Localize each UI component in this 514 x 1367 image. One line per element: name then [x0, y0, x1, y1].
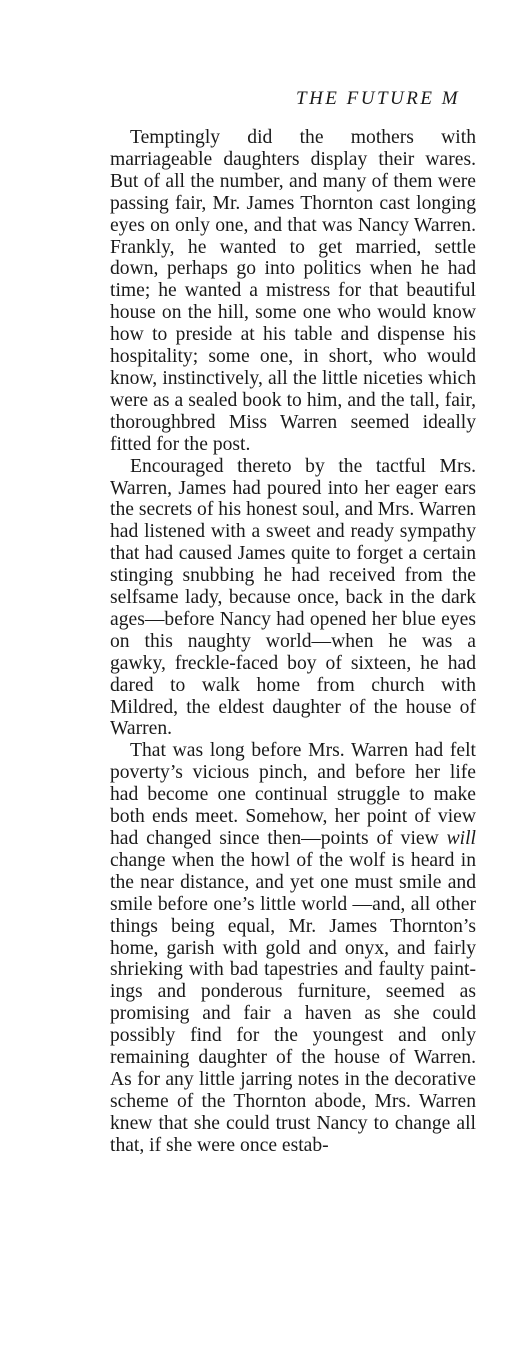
- paragraph-1: [110, 127, 476, 456]
- paragraph-3-italic-will: will: [446, 828, 476, 849]
- paragraph-3-text-end: change when the howl of the wolf is heard in the near distance, and yet one must smile and smile before one’s little world —and, all other things being equal, Mr. James Thornton’s home, garish with gold and onyx, and fairly shrieking with bad tapestries and faulty paintings and ponderous furniture, seemed as promising and fair a haven as she could possibly find for the youngest and only remaining daughter of the house of Warren. As for any little jarring notes in the decorative scheme of the Thornton abode, Mrs. Warren knew that she could trust Nancy to change all that, if she were once estab-: [110, 849, 476, 1156]
- paragraph-3-text-start: That was long before Mrs. Warren had felt poverty’s vicious pinch, and before her life had become one continual struggle to make both ends meet. Somehow, her point of view had changed since then—points of view: [110, 740, 476, 849]
- running-head: THE FUTURE M: [296, 88, 461, 109]
- paragraph-2-text: Encouraged thereto by the tactful Mrs. Warren, James had poured into her eager ears the secrets of his honest soul, and Mrs. Warren had listened with a sweet and ready sympathy that had caused James quite to forget a certain stinging snubbing he had received from the selfsame lady, because once, back in the dark ages—before Nancy had opened her blue eyes on this naughty world—when he was a gawky, freckle-faced boy of sixteen, he had dared to walk home from church with Mildred, the eldest daughter of the house of Warren.: [110, 455, 476, 740]
- text-column: [110, 127, 476, 1157]
- paragraph-1-text: Temptingly did the mothers with marriageable daughters display their wares. But of all the number, and many of them were passing fair, Mr. James Thornton cast longing eyes on only one, and that was Nancy Warren. Frankly, he wanted to get married, settle down, perhaps go into politics when he had time; he wanted a mistress for that beautiful house on the hill, some one who would know how to preside at his table and dispense his hospitality; some one, in short, who would know, instinctively, all the little niceties which were as a sealed book to him, and the tall, fair, thoroughbred Miss Warren seemed ideally fitted for the post.: [110, 127, 476, 455]
- paragraph-2: [110, 456, 476, 741]
- paragraph-3: [110, 740, 476, 1156]
